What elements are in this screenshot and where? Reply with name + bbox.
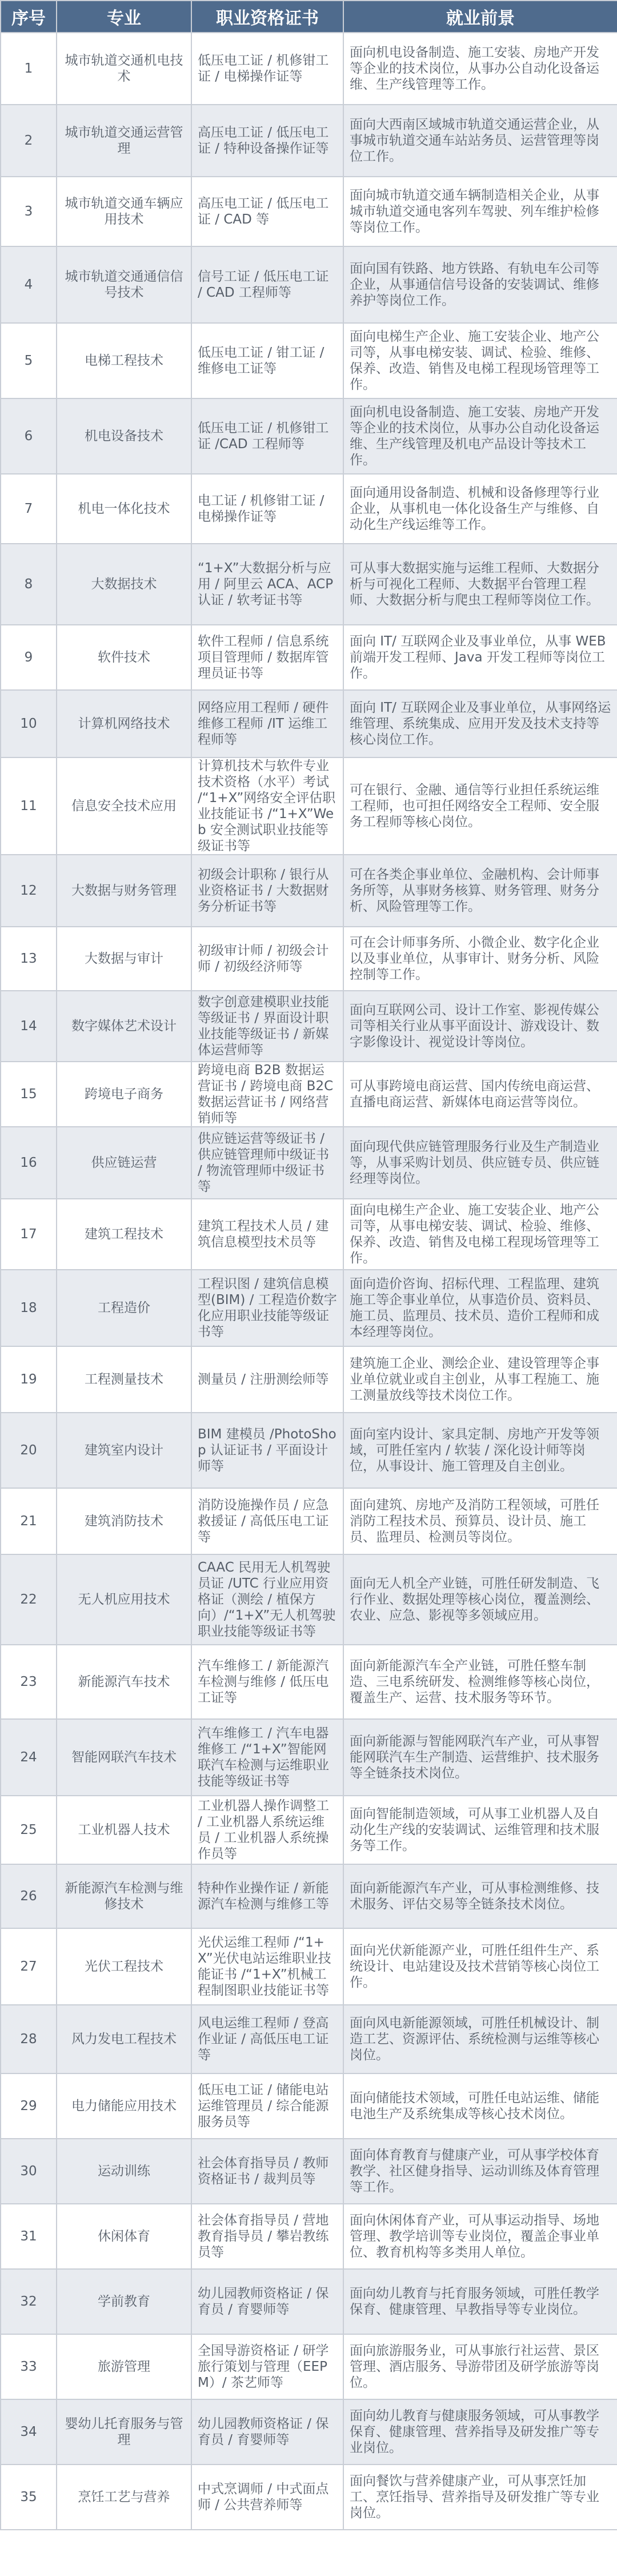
row-number: 17 xyxy=(1,1199,57,1270)
major-name: 运动训练 xyxy=(57,2139,191,2204)
table-row xyxy=(1,1645,617,1719)
employment-prospect: 面向室内设计、家具定制、房地产开发等领域，可胜任室内 / 软装 / 深化设计师等岗位，从事设计、施工管理及自主创业。 xyxy=(343,1413,617,1488)
major-name: 城市轨道交通车辆应用技术 xyxy=(57,177,191,246)
employment-prospect: 面向体育教育与健康产业，可从事学校体育教学、社区健身指导、运动训练及体育管理等工作。 xyxy=(343,2139,617,2204)
table-row xyxy=(1,2073,617,2139)
employment-prospect: 面向国有铁路、地方铁路、有轨电车公司等企业，从事通信信号设备的安装调试、维修养护等岗位工作。 xyxy=(343,246,617,323)
employment-prospect: 面向风电新能源领域，可胜任机械设计、制造工艺、资源评估、系统检测与运维等核心岗位。 xyxy=(343,2005,617,2073)
major-name: 旅游管理 xyxy=(57,2334,191,2399)
row-number: 12 xyxy=(1,855,57,927)
employment-prospect: 面向大西南区域城市轨道交通运营企业，从事城市轨道交通车站站务员、运营管理等岗位工作。 xyxy=(343,105,617,177)
major-name: 供应链运营 xyxy=(57,1127,191,1199)
table-row xyxy=(1,1346,617,1413)
row-number: 8 xyxy=(1,544,57,625)
table-row xyxy=(1,690,617,757)
major-name: 婴幼儿托育服务与管理 xyxy=(57,2399,191,2465)
certificates: BIM 建模员 /PhotoShop 认证证书 / 平面设计师等 xyxy=(191,1413,343,1488)
major-name: 新能源汽车技术 xyxy=(57,1645,191,1719)
row-number: 30 xyxy=(1,2139,57,2204)
table-row xyxy=(1,474,617,544)
employment-prospect: 面向新能源与智能网联汽车产业，可从事智能网联汽车生产制造、运营维护、技术服务等全链条技术岗位。 xyxy=(343,1719,617,1796)
row-number: 25 xyxy=(1,1796,57,1864)
row-number: 31 xyxy=(1,2204,57,2269)
certificates: 初级会计职称 / 银行从业资格证书 / 大数据财务分析证书等 xyxy=(191,855,343,927)
employment-prospect: 面向储能技术领域，可胜任电站运维、储能电池生产及系统集成等核心技术岗位。 xyxy=(343,2073,617,2139)
employment-prospect: 面向互联网公司、设计工作室、影视传媒公司等相关行业从事平面设计、游戏设计、数字影像设计、视觉设计等岗位。 xyxy=(343,991,617,1062)
row-number: 26 xyxy=(1,1864,57,1928)
employment-prospect: 面向新能源汽车产业，可从事检测维修、技术服务、评估交易等全链条技术岗位。 xyxy=(343,1864,617,1928)
header-cert: 职业资格证书 xyxy=(191,1,343,33)
certificates: 汽车维修工 / 新能源汽车检测与维修 / 低压电工证等 xyxy=(191,1645,343,1719)
employment-prospect: 面向新能源汽车全产业链，可胜任整车制造、三电系统研发、检测维修等核心岗位，覆盖生产、运营、技术服务等环节。 xyxy=(343,1645,617,1719)
employment-prospect: 面向智能制造领域，可从事工业机器人及自动化生产线的安装调试、运维管理和技术服务等工作。 xyxy=(343,1796,617,1864)
certificates: 光伏运维工程师 /“1+X”光伏电站运维职业技能证书 /“1+X”机械工程制图职业技能证书等 xyxy=(191,1928,343,2005)
certificates: 高压电工证 / 低压电工证 / 特种设备操作证等 xyxy=(191,105,343,177)
major-name: 机电一体化技术 xyxy=(57,474,191,544)
employment-prospect: 面向旅游服务业，可从事旅行社运营、景区管理、酒店服务、导游带团及研学旅游等岗位。 xyxy=(343,2334,617,2399)
major-name: 新能源汽车检测与维修技术 xyxy=(57,1864,191,1928)
major-name: 工业机器人技术 xyxy=(57,1796,191,1864)
major-name: 软件技术 xyxy=(57,625,191,690)
row-number: 21 xyxy=(1,1488,57,1554)
major-name: 数字媒体艺术设计 xyxy=(57,991,191,1062)
employment-prospect: 面向 IT/ 互联网企业及事业单位，从事网络运维管理、系统集成、应用开发及技术支持等核心岗位工作。 xyxy=(343,690,617,757)
major-name: 电力储能应用技术 xyxy=(57,2073,191,2139)
row-number: 10 xyxy=(1,690,57,757)
employment-prospect: 面向电梯生产企业、施工安装企业、地产公司等，从事电梯安装、调试、检验、维修、保养、改造、销售及电梯工程现场管理等工作。 xyxy=(343,1199,617,1270)
table-row xyxy=(1,1270,617,1346)
major-name: 信息安全技术应用 xyxy=(57,757,191,855)
employment-prospect: 面向城市轨道交通车辆制造相关企业，从事城市轨道交通电客列车驾驶、列车维护检修等岗位工作。 xyxy=(343,177,617,246)
certificates: 社会体育指导员 / 教师资格证书 / 裁判员等 xyxy=(191,2139,343,2204)
table-row xyxy=(1,1488,617,1554)
certificates: 低压电工证 / 储能电站运维管理员 / 综合能源服务员等 xyxy=(191,2073,343,2139)
major-name: 城市轨道交通运营管理 xyxy=(57,105,191,177)
row-number: 14 xyxy=(1,991,57,1062)
table-row xyxy=(1,398,617,474)
major-name: 建筑室内设计 xyxy=(57,1413,191,1488)
table-row xyxy=(1,625,617,690)
major-name: 计算机网络技术 xyxy=(57,690,191,757)
major-name: 学前教育 xyxy=(57,2269,191,2334)
certificates: 网络应用工程师 / 硬件维修工程师 /IT 运维工程师等 xyxy=(191,690,343,757)
certificates: 供应链运营等级证书 / 供应链管理师中级证书 / 物流管理师中级证书等 xyxy=(191,1127,343,1199)
row-number: 11 xyxy=(1,757,57,855)
table-row xyxy=(1,1413,617,1488)
major-name: 工程造价 xyxy=(57,1270,191,1346)
row-number: 6 xyxy=(1,398,57,474)
table-row xyxy=(1,1199,617,1270)
table-row xyxy=(1,177,617,246)
major-name: 风力发电工程技术 xyxy=(57,2005,191,2073)
employment-prospect: 可在银行、金融、通信等行业担任系统运维工程师，也可担任网络安全工程师、安全服务工程师等核心岗位。 xyxy=(343,757,617,855)
employment-prospect: 可在各类企事业单位、金融机构、会计师事务所等，从事财务核算、财务管理、财务分析、风险管理等工作。 xyxy=(343,855,617,927)
major-name: 机电设备技术 xyxy=(57,398,191,474)
row-number: 18 xyxy=(1,1270,57,1346)
certificates: 建筑工程技术人员 / 建筑信息模型技术员等 xyxy=(191,1199,343,1270)
major-name: 城市轨道交通通信信号技术 xyxy=(57,246,191,323)
employment-prospect: 面向现代供应链管理服务行业及生产制造业等，从事采购计划员、供应链专员、供应链经理等岗位。 xyxy=(343,1127,617,1199)
row-number: 16 xyxy=(1,1127,57,1199)
employment-prospect: 面向无人机全产业链，可胜任研发制造、飞行作业、数据处理等核心岗位，覆盖测绘、农业、应急、影视等多领域应用。 xyxy=(343,1554,617,1645)
employment-prospect: 建筑施工企业、测绘企业、建设管理等企事业单位就业或自主创业，从事工程施工、施工测量放线等技术岗位工作。 xyxy=(343,1346,617,1413)
table-row xyxy=(1,323,617,398)
row-number: 7 xyxy=(1,474,57,544)
certificates: 幼儿园教师资格证 / 保育员 / 育婴师等 xyxy=(191,2399,343,2465)
employment-prospect: 面向建筑、房地产及消防工程领域，可胜任消防工程技术员、预算员、设计员、施工员、监理员、检测员等岗位。 xyxy=(343,1488,617,1554)
employment-prospect: 面向机电设备制造、施工安装、房地产开发等企业的技术岗位，从事办公自动化设备运维、生产线管理等工作。 xyxy=(343,33,617,105)
table-row xyxy=(1,1796,617,1864)
table-row xyxy=(1,2465,617,2530)
employment-prospect: 面向通用设备制造、机械和设备修理等行业企业，从事机电一体化设备生产与维修、自动化生产线运维等工作。 xyxy=(343,474,617,544)
header-no: 序号 xyxy=(1,1,57,33)
employment-prospect: 面向幼儿教育与健康服务领域，可从事教学保育、健康管理、营养指导及研发推广等专业岗位。 xyxy=(343,2399,617,2465)
row-number: 32 xyxy=(1,2269,57,2334)
employment-prospect: 面向光伏新能源产业，可胜任组件生产、系统设计、电站建设及技术营销等核心岗位工作。 xyxy=(343,1928,617,2005)
header-major: 专业 xyxy=(57,1,191,33)
row-number: 1 xyxy=(1,33,57,105)
table-row xyxy=(1,1864,617,1928)
employment-prospect: 面向 IT/ 互联网企业及事业单位，从事 WEB 前端开发工程师、Java 开发工程师等岗位工作。 xyxy=(343,625,617,690)
row-number: 9 xyxy=(1,625,57,690)
certificates: 高压电工证 / 低压电工证 / CAD 等 xyxy=(191,177,343,246)
major-name: 光伏工程技术 xyxy=(57,1928,191,2005)
row-number: 2 xyxy=(1,105,57,177)
certificates: 测量员 / 注册测绘师等 xyxy=(191,1346,343,1413)
certificates: 信号工证 / 低压电工证 / CAD 工程师等 xyxy=(191,246,343,323)
table-row xyxy=(1,2005,617,2073)
certificates: 幼儿园教师资格证 / 保育员 / 育婴师等 xyxy=(191,2269,343,2334)
major-name: 无人机应用技术 xyxy=(57,1554,191,1645)
certificates: 工业机器人操作调整工 / 工业机器人系统运维员 / 工业机器人系统操作员等 xyxy=(191,1796,343,1864)
major-name: 工程测量技术 xyxy=(57,1346,191,1413)
certificates: 初级审计师 / 初级会计师 / 初级经济师等 xyxy=(191,927,343,991)
major-name: 休闲体育 xyxy=(57,2204,191,2269)
table-row xyxy=(1,2269,617,2334)
row-number: 5 xyxy=(1,323,57,398)
table-body xyxy=(1,33,617,2530)
table-row xyxy=(1,991,617,1062)
table-row xyxy=(1,2139,617,2204)
employment-prospect: 面向幼儿教育与托育服务领域，可胜任教学保育、健康管理、早教指导等专业岗位。 xyxy=(343,2269,617,2334)
table-row xyxy=(1,1062,617,1127)
certificates: 特种作业操作证 / 新能源汽车检测与维修工等 xyxy=(191,1864,343,1928)
table-row xyxy=(1,1928,617,2005)
major-name: 城市轨道交通机电技术 xyxy=(57,33,191,105)
employment-prospect: 面向机电设备制造、施工安装、房地产开发等企业的技术岗位，从事办公自动化设备运维、生产线管理及机电产品设计等技术工作。 xyxy=(343,398,617,474)
certificates: 社会体育指导员 / 营地教育指导员 / 攀岩教练员等 xyxy=(191,2204,343,2269)
row-number: 27 xyxy=(1,1928,57,2005)
row-number: 22 xyxy=(1,1554,57,1645)
row-number: 4 xyxy=(1,246,57,323)
row-number: 3 xyxy=(1,177,57,246)
row-number: 19 xyxy=(1,1346,57,1413)
employment-prospect: 面向造价咨询、招标代理、工程监理、建筑施工等企事业单位，从事造价员、资料员、施工员、监理员、技术员、造价工程师和成本经理等岗位。 xyxy=(343,1270,617,1346)
certificates: 汽车维修工 / 汽车电器维修工 /“1+X”智能网联汽车检测与运维职业技能等级证书等 xyxy=(191,1719,343,1796)
major-name: 大数据技术 xyxy=(57,544,191,625)
major-name: 大数据与审计 xyxy=(57,927,191,991)
certificates: 计算机技术与软件专业技术资格（水平）考试 /“1+X”网络安全评估职业技能证书 /“1+X”Web 安全测试职业技能等级证书等 xyxy=(191,757,343,855)
major-name: 建筑消防技术 xyxy=(57,1488,191,1554)
certificates: 低压电工证 / 机修钳工证 / 电梯操作证等 xyxy=(191,33,343,105)
row-number: 13 xyxy=(1,927,57,991)
major-name: 烹饪工艺与营养 xyxy=(57,2465,191,2530)
table-row xyxy=(1,855,617,927)
employment-prospect: 面向餐饮与营养健康产业，可从事烹饪加工、烹饪指导、营养指导及研发推广等专业岗位。 xyxy=(343,2465,617,2530)
row-number: 28 xyxy=(1,2005,57,2073)
table-row xyxy=(1,33,617,105)
row-number: 15 xyxy=(1,1062,57,1127)
employment-prospect: 可从事大数据实施与运维工程师、大数据分析与可视化工程师、大数据平台管理工程师、大数据分析与爬虫工程师等岗位工作。 xyxy=(343,544,617,625)
employment-prospect: 可从事跨境电商运营、国内传统电商运营、直播电商运营、新媒体电商运营等岗位。 xyxy=(343,1062,617,1127)
major-name: 建筑工程技术 xyxy=(57,1199,191,1270)
row-number: 20 xyxy=(1,1413,57,1488)
major-name: 大数据与财务管理 xyxy=(57,855,191,927)
table-row xyxy=(1,105,617,177)
table-row xyxy=(1,757,617,855)
table-row xyxy=(1,927,617,991)
certificates: “1+X”大数据分析与应用 / 阿里云 ACA、ACP 认证 / 软考证书等 xyxy=(191,544,343,625)
row-number: 35 xyxy=(1,2465,57,2530)
employment-prospect: 面向休闲体育产业，可从事运动指导、场地管理、教学培训等专业岗位，覆盖企事业单位、教育机构等多类用人单位。 xyxy=(343,2204,617,2269)
certificates: 电工证 / 机修钳工证 / 电梯操作证等 xyxy=(191,474,343,544)
certificates: 低压电工证 / 钳工证 / 维修电工证等 xyxy=(191,323,343,398)
certificates: 低压电工证 / 机修钳工证 /CAD 工程师等 xyxy=(191,398,343,474)
major-name: 跨境电子商务 xyxy=(57,1062,191,1127)
major-name: 电梯工程技术 xyxy=(57,323,191,398)
certificates: 软件工程师 / 信息系统项目管理师 / 数据库管理员证书等 xyxy=(191,625,343,690)
table-row xyxy=(1,2204,617,2269)
certificates: 风电运维工程师 / 登高作业证 / 高低压电工证等 xyxy=(191,2005,343,2073)
row-number: 29 xyxy=(1,2073,57,2139)
table-header-row xyxy=(1,1,617,33)
certificates: CAAC 民用无人机驾驶员证 /UTC 行业应用资格证（测绘 / 植保方向）/“1+X”无人机驾驶职业技能等级证书等 xyxy=(191,1554,343,1645)
certificates: 全国导游资格证 / 研学旅行策划与管理（EEPM）/ 茶艺师等 xyxy=(191,2334,343,2399)
employment-prospect: 面向电梯生产企业、施工安装企业、地产公司等，从事电梯安装、调试、检验、维修、保养、改造、销售及电梯工程现场管理等工作。 xyxy=(343,323,617,398)
row-number: 23 xyxy=(1,1645,57,1719)
header-prospect: 就业前景 xyxy=(343,1,617,33)
certificates: 数字创意建模职业技能等级证书 / 界面设计职业技能等级证书 / 新媒体运营师等 xyxy=(191,991,343,1062)
table-row xyxy=(1,1127,617,1199)
table-row xyxy=(1,2399,617,2465)
certificates: 工程识图 / 建筑信息模型(BIM) / 工程造价数字化应用职业技能等级证书等 xyxy=(191,1270,343,1346)
table-row xyxy=(1,246,617,323)
table-row xyxy=(1,544,617,625)
row-number: 24 xyxy=(1,1719,57,1796)
certificates: 消防设施操作员 / 应急救援证 / 高低压电工证等 xyxy=(191,1488,343,1554)
row-number: 33 xyxy=(1,2334,57,2399)
certificates: 中式烹调师 / 中式面点师 / 公共营养师等 xyxy=(191,2465,343,2530)
major-name: 智能网联汽车技术 xyxy=(57,1719,191,1796)
row-number: 34 xyxy=(1,2399,57,2465)
employment-prospect: 可在会计师事务所、小微企业、数字化企业以及事业单位，从事审计、财务分析、风险控制等工作。 xyxy=(343,927,617,991)
certificates: 跨境电商 B2B 数据运营证书 / 跨境电商 B2C 数据运营证书 / 网络营销师等 xyxy=(191,1062,343,1127)
table-row xyxy=(1,1719,617,1796)
table-row xyxy=(1,1554,617,1645)
table-row xyxy=(1,2334,617,2399)
